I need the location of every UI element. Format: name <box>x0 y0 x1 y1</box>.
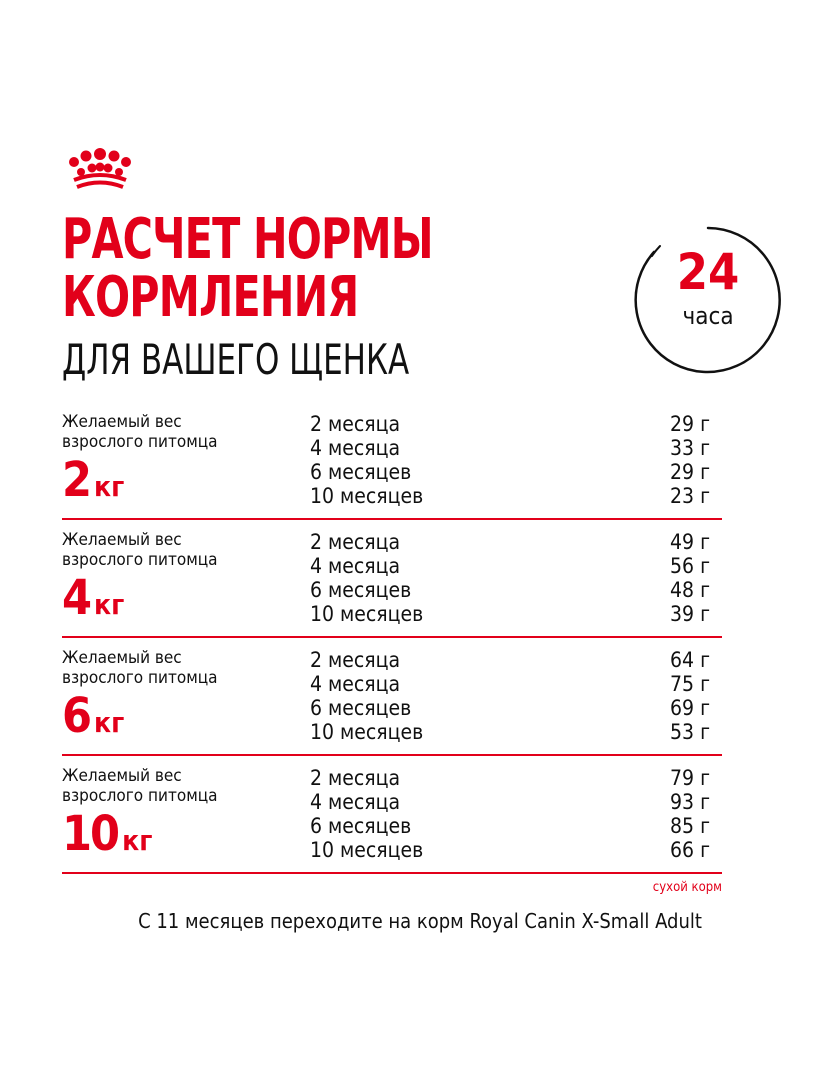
age-cell: 6 месяцев <box>310 578 412 602</box>
amount-cell: 33 г <box>670 436 710 460</box>
table-row <box>310 412 710 436</box>
age-cell: 2 месяца <box>310 530 401 554</box>
weight-unit: кг <box>94 470 125 503</box>
age-cell: 2 месяца <box>310 412 401 436</box>
weight-value <box>62 570 124 633</box>
amount-cell: 64 г <box>670 648 710 672</box>
weight-label-line2: взрослого питомца <box>62 432 218 452</box>
amount-cell: 39 г <box>670 602 710 626</box>
weight-value <box>62 806 152 869</box>
age-cell: 2 месяца <box>310 766 401 790</box>
weight-label-line1: Желаемый вес <box>62 412 182 432</box>
weight-label-line2: взрослого питомца <box>62 786 218 806</box>
table-row <box>310 530 710 554</box>
weight-group-6kg <box>62 648 722 766</box>
page-title-line1: РАСЧЕТ НОРМЫ <box>62 207 433 272</box>
amount-cell: 69 г <box>670 696 710 720</box>
age-cell: 10 месяцев <box>310 484 424 508</box>
age-amount-list <box>310 766 710 862</box>
age-cell: 10 месяцев <box>310 602 424 626</box>
age-amount-list <box>310 412 710 508</box>
page-subtitle: ДЛЯ ВАШЕГО ЩЕНКА <box>62 335 410 384</box>
age-cell: 4 месяца <box>310 554 401 578</box>
weight-label-line1: Желаемый вес <box>62 530 182 550</box>
table-row <box>310 578 710 602</box>
divider <box>62 872 722 874</box>
table-row <box>310 696 710 720</box>
table-row <box>310 838 710 862</box>
amount-cell: 49 г <box>670 530 710 554</box>
amount-cell: 93 г <box>670 790 710 814</box>
weight-number: 4 <box>62 570 91 626</box>
weight-group-10kg <box>62 766 722 884</box>
table-row <box>310 602 710 626</box>
table-row <box>310 554 710 578</box>
feeding-table <box>62 412 722 884</box>
weight-label <box>62 648 218 688</box>
amount-cell: 85 г <box>670 814 710 838</box>
age-cell: 4 месяца <box>310 436 401 460</box>
age-cell: 4 месяца <box>310 790 401 814</box>
age-cell: 10 месяцев <box>310 838 424 862</box>
badge-number: 24 <box>676 243 740 301</box>
royal-canin-crown-icon <box>64 148 136 192</box>
divider <box>62 636 722 638</box>
footer-text: С 11 месяцев переходите на корм Royal Canin X-Small Adult <box>138 909 702 933</box>
page-title-line2: КОРМЛЕНИЯ <box>62 265 359 330</box>
weight-number: 6 <box>62 688 91 744</box>
amount-cell: 23 г <box>670 484 710 508</box>
weight-label <box>62 530 218 570</box>
weight-label <box>62 766 218 806</box>
weight-number: 10 <box>62 806 119 862</box>
divider <box>62 754 722 756</box>
amount-cell: 29 г <box>670 460 710 484</box>
weight-label-line2: взрослого питомца <box>62 550 218 570</box>
age-cell: 6 месяцев <box>310 696 412 720</box>
weight-value <box>62 452 124 515</box>
amount-cell: 56 г <box>670 554 710 578</box>
weight-label-line2: взрослого питомца <box>62 668 218 688</box>
amount-cell: 53 г <box>670 720 710 744</box>
age-cell: 6 месяцев <box>310 460 412 484</box>
table-row <box>310 436 710 460</box>
table-row <box>310 672 710 696</box>
amount-cell: 75 г <box>670 672 710 696</box>
age-amount-list <box>310 648 710 744</box>
table-row <box>310 484 710 508</box>
weight-unit: кг <box>94 706 125 739</box>
dry-food-note: сухой корм <box>652 880 722 895</box>
table-row <box>310 814 710 838</box>
weight-number: 2 <box>62 452 91 508</box>
age-cell: 10 месяцев <box>310 720 424 744</box>
weight-unit: кг <box>94 588 125 621</box>
table-row <box>310 720 710 744</box>
table-row <box>310 766 710 790</box>
age-cell: 4 месяца <box>310 672 401 696</box>
amount-cell: 66 г <box>670 838 710 862</box>
amount-cell: 48 г <box>670 578 710 602</box>
table-row <box>310 460 710 484</box>
amount-cell: 29 г <box>670 412 710 436</box>
age-cell: 6 месяцев <box>310 814 412 838</box>
weight-group-2kg <box>62 412 722 530</box>
age-amount-list <box>310 530 710 626</box>
weight-label <box>62 412 218 452</box>
weight-label-line1: Желаемый вес <box>62 648 182 668</box>
weight-value <box>62 688 124 751</box>
weight-group-4kg <box>62 530 722 648</box>
table-row <box>310 648 710 672</box>
weight-label-line1: Желаемый вес <box>62 766 182 786</box>
age-cell: 2 месяца <box>310 648 401 672</box>
amount-cell: 79 г <box>670 766 710 790</box>
divider <box>62 518 722 520</box>
badge-label: часа <box>682 302 734 330</box>
table-row <box>310 790 710 814</box>
weight-unit: кг <box>122 824 153 857</box>
